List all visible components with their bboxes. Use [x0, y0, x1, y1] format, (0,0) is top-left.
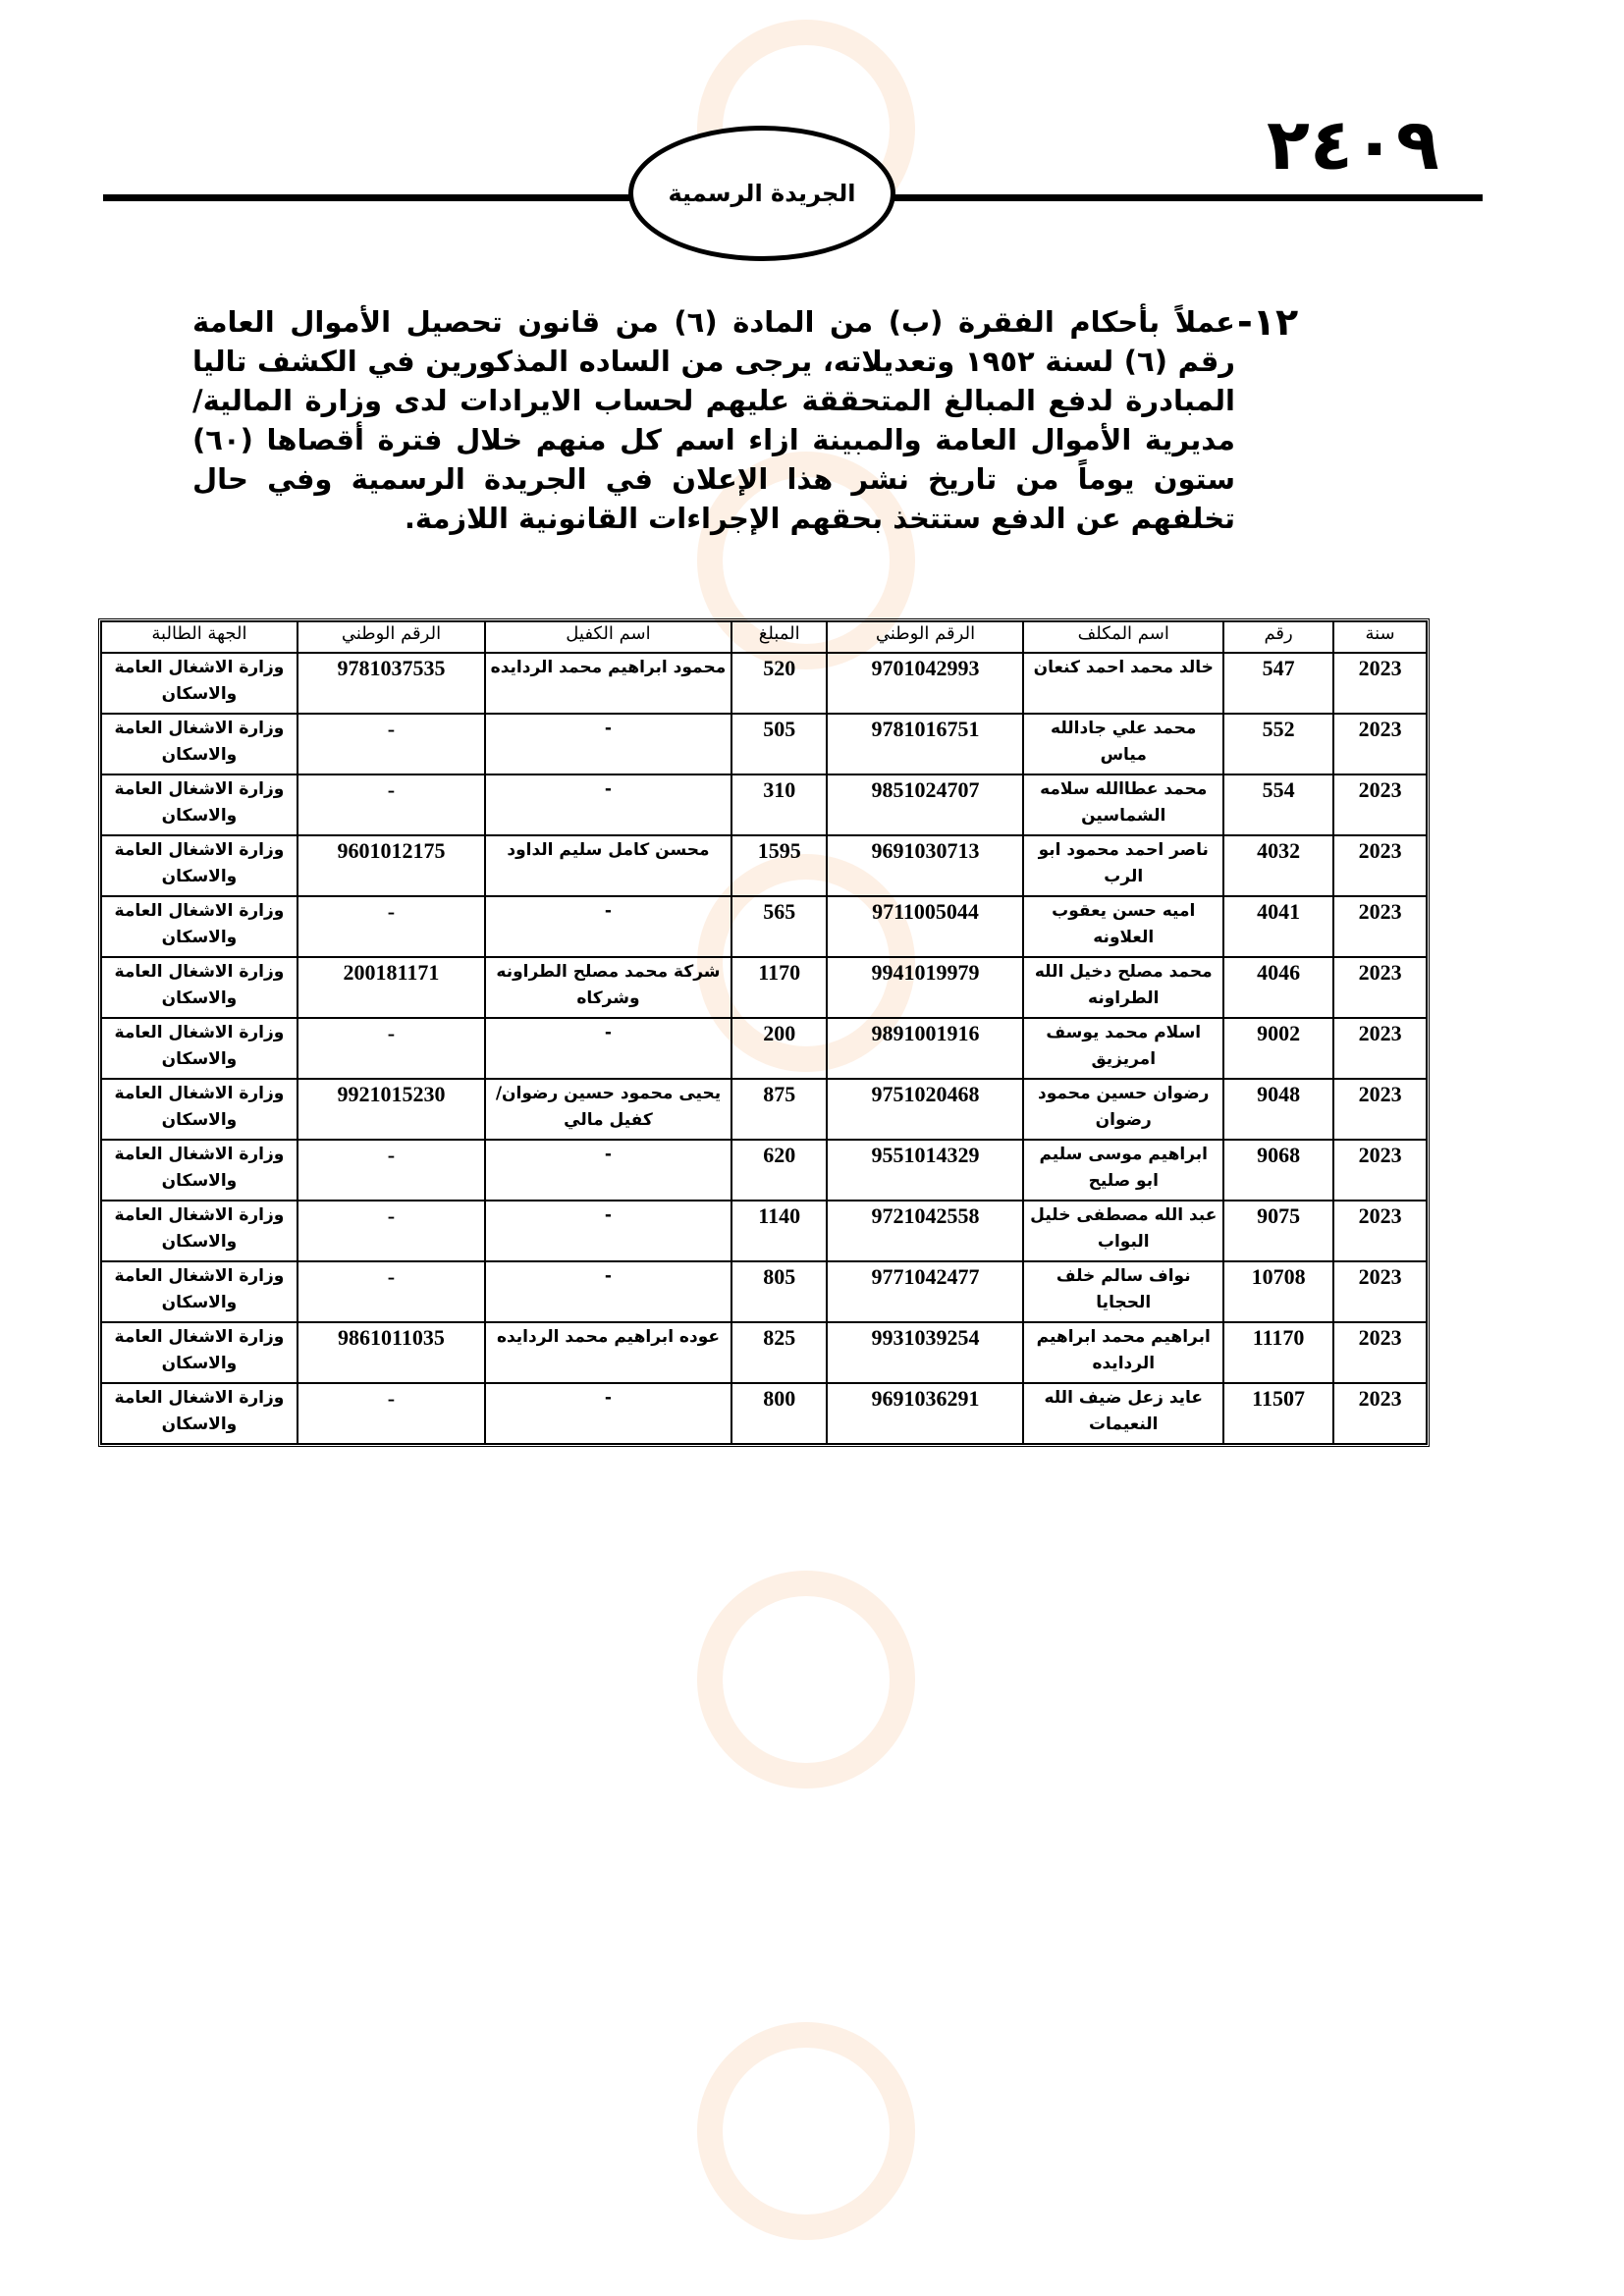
- column-header-year: سنة: [1333, 621, 1427, 653]
- cell-taxpayer-name: ناصر احمد محمود ابو الرب: [1023, 835, 1223, 896]
- table-body: [101, 653, 1427, 1444]
- column-header-number: رقم: [1223, 621, 1333, 653]
- cell-national-id: 9851024707: [827, 774, 1023, 835]
- cell-year: 2023: [1333, 1079, 1427, 1140]
- cell-guarantor-national-id: -: [298, 1201, 485, 1261]
- cell-amount: 1170: [731, 957, 828, 1018]
- cell-year: 2023: [1333, 1140, 1427, 1201]
- cell-national-id: 9751020468: [827, 1079, 1023, 1140]
- cell-year: 2023: [1333, 896, 1427, 957]
- cell-national-id: 9691030713: [827, 835, 1023, 896]
- cell-guarantor-national-id: 9861011035: [298, 1322, 485, 1383]
- item-number: ١٢-: [1237, 300, 1299, 344]
- cell-year: 2023: [1333, 714, 1427, 774]
- cell-year: 2023: [1333, 653, 1427, 714]
- cell-national-id: 9941019979: [827, 957, 1023, 1018]
- cell-year: 2023: [1333, 1322, 1427, 1383]
- cell-requesting-entity: وزارة الاشغال العامة والاسكان: [101, 1322, 298, 1383]
- cell-national-id: 9711005044: [827, 896, 1023, 957]
- column-header-guarantor-national-id: الرقم الوطني: [298, 621, 485, 653]
- cell-guarantor-national-id: -: [298, 1140, 485, 1201]
- cell-taxpayer-name: خالد محمد احمد كنعان: [1023, 653, 1223, 714]
- cell-national-id: 9701042993: [827, 653, 1023, 714]
- cell-requesting-entity: وزارة الاشغال العامة والاسكان: [101, 774, 298, 835]
- cell-number: 11170: [1223, 1322, 1333, 1383]
- cell-year: 2023: [1333, 774, 1427, 835]
- table-row: [101, 1201, 1427, 1261]
- cell-taxpayer-name: اميه حسن يعقوب العلاونه: [1023, 896, 1223, 957]
- gazette-title: الجريدة الرسمية: [668, 180, 856, 207]
- cell-taxpayer-name: ابراهيم موسى سليم ابو صليح: [1023, 1140, 1223, 1201]
- cell-requesting-entity: وزارة الاشغال العامة والاسكان: [101, 1079, 298, 1140]
- cell-guarantor-national-id: 9601012175: [298, 835, 485, 896]
- table-row: [101, 653, 1427, 714]
- cell-year: 2023: [1333, 1261, 1427, 1322]
- cell-taxpayer-name: محمد عطاالله سلامه الشماسين: [1023, 774, 1223, 835]
- cell-national-id: 9721042558: [827, 1201, 1023, 1261]
- cell-guarantor-name: -: [485, 1018, 731, 1079]
- cell-number: 10708: [1223, 1261, 1333, 1322]
- cell-taxpayer-name: عبد الله مصطفى خليل البواب: [1023, 1201, 1223, 1261]
- cell-national-id: 9691036291: [827, 1383, 1023, 1444]
- cell-amount: 1140: [731, 1201, 828, 1261]
- cell-requesting-entity: وزارة الاشغال العامة والاسكان: [101, 1383, 298, 1444]
- cell-amount: 505: [731, 714, 828, 774]
- cell-requesting-entity: وزارة الاشغال العامة والاسكان: [101, 835, 298, 896]
- cell-national-id: 9771042477: [827, 1261, 1023, 1322]
- cell-taxpayer-name: محمد مصلح دخيل الله الطراونه: [1023, 957, 1223, 1018]
- cell-amount: 520: [731, 653, 828, 714]
- gazette-title-badge: [628, 126, 895, 261]
- column-header-national-id: الرقم الوطني: [827, 621, 1023, 653]
- cell-amount: 620: [731, 1140, 828, 1201]
- table-row: [101, 714, 1427, 774]
- table-row: [101, 1079, 1427, 1140]
- cell-requesting-entity: وزارة الاشغال العامة والاسكان: [101, 896, 298, 957]
- cell-taxpayer-name: اسلام محمد يوسف امريزيق: [1023, 1018, 1223, 1079]
- column-header-requesting-entity: الجهة الطالبة: [101, 621, 298, 653]
- cell-guarantor-national-id: -: [298, 774, 485, 835]
- table-row: [101, 1322, 1427, 1383]
- cell-amount: 565: [731, 896, 828, 957]
- cell-guarantor-national-id: -: [298, 896, 485, 957]
- cell-number: 4046: [1223, 957, 1333, 1018]
- cell-guarantor-name: -: [485, 774, 731, 835]
- cell-requesting-entity: وزارة الاشغال العامة والاسكان: [101, 957, 298, 1018]
- cell-guarantor-national-id: 200181171: [298, 957, 485, 1018]
- cell-requesting-entity: وزارة الاشغال العامة والاسكان: [101, 653, 298, 714]
- table-row: [101, 1383, 1427, 1444]
- cell-requesting-entity: وزارة الاشغال العامة والاسكان: [101, 1018, 298, 1079]
- page-number: ٢٤٠٩: [1267, 103, 1439, 186]
- column-header-amount: المبلغ: [731, 621, 828, 653]
- cell-year: 2023: [1333, 957, 1427, 1018]
- cell-year: 2023: [1333, 835, 1427, 896]
- cell-amount: 805: [731, 1261, 828, 1322]
- cell-guarantor-national-id: -: [298, 1018, 485, 1079]
- cell-number: 9048: [1223, 1079, 1333, 1140]
- cell-amount: 310: [731, 774, 828, 835]
- table-row: [101, 896, 1427, 957]
- cell-number: 9075: [1223, 1201, 1333, 1261]
- cell-guarantor-name: يحيى محمود حسين رضوان/ كفيل مالي: [485, 1079, 731, 1140]
- cell-requesting-entity: وزارة الاشغال العامة والاسكان: [101, 714, 298, 774]
- cell-year: 2023: [1333, 1201, 1427, 1261]
- table-header-row: [101, 621, 1427, 653]
- cell-guarantor-name: محمود ابراهيم محمد الردايده: [485, 653, 731, 714]
- table-row: [101, 957, 1427, 1018]
- cell-national-id: 9891001916: [827, 1018, 1023, 1079]
- table-row: [101, 774, 1427, 835]
- cell-guarantor-name: عوده ابراهيم محمد الردايده: [485, 1322, 731, 1383]
- cell-national-id: 9781016751: [827, 714, 1023, 774]
- cell-guarantor-name: شركة محمد مصلح الطراونه وشركاه: [485, 957, 731, 1018]
- cell-taxpayer-name: رضوان حسين محمود رضوان: [1023, 1079, 1223, 1140]
- cell-national-id: 9551014329: [827, 1140, 1023, 1201]
- table-row: [101, 835, 1427, 896]
- cell-guarantor-name: -: [485, 714, 731, 774]
- cell-number: 9068: [1223, 1140, 1333, 1201]
- cell-guarantor-name: -: [485, 1201, 731, 1261]
- cell-guarantor-national-id: 9921015230: [298, 1079, 485, 1140]
- watermark-clock-icon: [697, 1571, 915, 1789]
- cell-guarantor-name: -: [485, 1383, 731, 1444]
- cell-national-id: 9931039254: [827, 1322, 1023, 1383]
- debtors-table: [98, 618, 1430, 1447]
- cell-guarantor-national-id: -: [298, 1261, 485, 1322]
- cell-amount: 200: [731, 1018, 828, 1079]
- cell-year: 2023: [1333, 1383, 1427, 1444]
- cell-number: 547: [1223, 653, 1333, 714]
- table-row: [101, 1140, 1427, 1201]
- cell-guarantor-name: -: [485, 1140, 731, 1201]
- cell-number: 11507: [1223, 1383, 1333, 1444]
- cell-requesting-entity: وزارة الاشغال العامة والاسكان: [101, 1140, 298, 1201]
- cell-year: 2023: [1333, 1018, 1427, 1079]
- cell-guarantor-national-id: -: [298, 1383, 485, 1444]
- cell-amount: 825: [731, 1322, 828, 1383]
- cell-number: 4041: [1223, 896, 1333, 957]
- cell-number: 4032: [1223, 835, 1333, 896]
- cell-taxpayer-name: نواف سالم خلف الحجايا: [1023, 1261, 1223, 1322]
- cell-number: 9002: [1223, 1018, 1333, 1079]
- table-row: [101, 1261, 1427, 1322]
- cell-taxpayer-name: عايد زعل ضيف الله النعيمات: [1023, 1383, 1223, 1444]
- cell-taxpayer-name: ابراهيم محمد ابراهيم الردايده: [1023, 1322, 1223, 1383]
- cell-guarantor-national-id: 9781037535: [298, 653, 485, 714]
- cell-guarantor-name: -: [485, 896, 731, 957]
- cell-amount: 1595: [731, 835, 828, 896]
- cell-guarantor-name: محسن كامل سليم الداود: [485, 835, 731, 896]
- cell-guarantor-national-id: -: [298, 714, 485, 774]
- cell-amount: 800: [731, 1383, 828, 1444]
- cell-requesting-entity: وزارة الاشغال العامة والاسكان: [101, 1201, 298, 1261]
- column-header-taxpayer-name: اسم المكلف: [1023, 621, 1223, 653]
- cell-number: 554: [1223, 774, 1333, 835]
- cell-guarantor-name: -: [485, 1261, 731, 1322]
- cell-taxpayer-name: محمد علي جادالله مياس: [1023, 714, 1223, 774]
- table-row: [101, 1018, 1427, 1079]
- cell-number: 552: [1223, 714, 1333, 774]
- watermark-clock-icon: [697, 2022, 915, 2240]
- column-header-guarantor-name: اسم الكفيل: [485, 621, 731, 653]
- cell-requesting-entity: وزارة الاشغال العامة والاسكان: [101, 1261, 298, 1322]
- cell-amount: 875: [731, 1079, 828, 1140]
- notice-paragraph: عملاً بأحكام الفقرة (ب) من المادة (٦) من قانون تحصيل الأموال العامة رقم (٦) لسنة ١٩٥٢ وتعديلاته، يرجى من الساده المذكورين في الكشف تاليا المبادرة لدفع المبالغ المتحققة عليهم لحساب الايرادات لدى وزارة المالية/ مديرية الأموال العامة والمبينة ازاء اسم كل منهم خلال فترة أقصاها (٦٠) ستون يوماً من تاريخ نشر هذا الإعلان في الجريدة الرسمية وفي حال تخلفهم عن الدفع ستتخذ بحقهم الإجراءات القانونية اللازمة.: [192, 305, 1235, 535]
